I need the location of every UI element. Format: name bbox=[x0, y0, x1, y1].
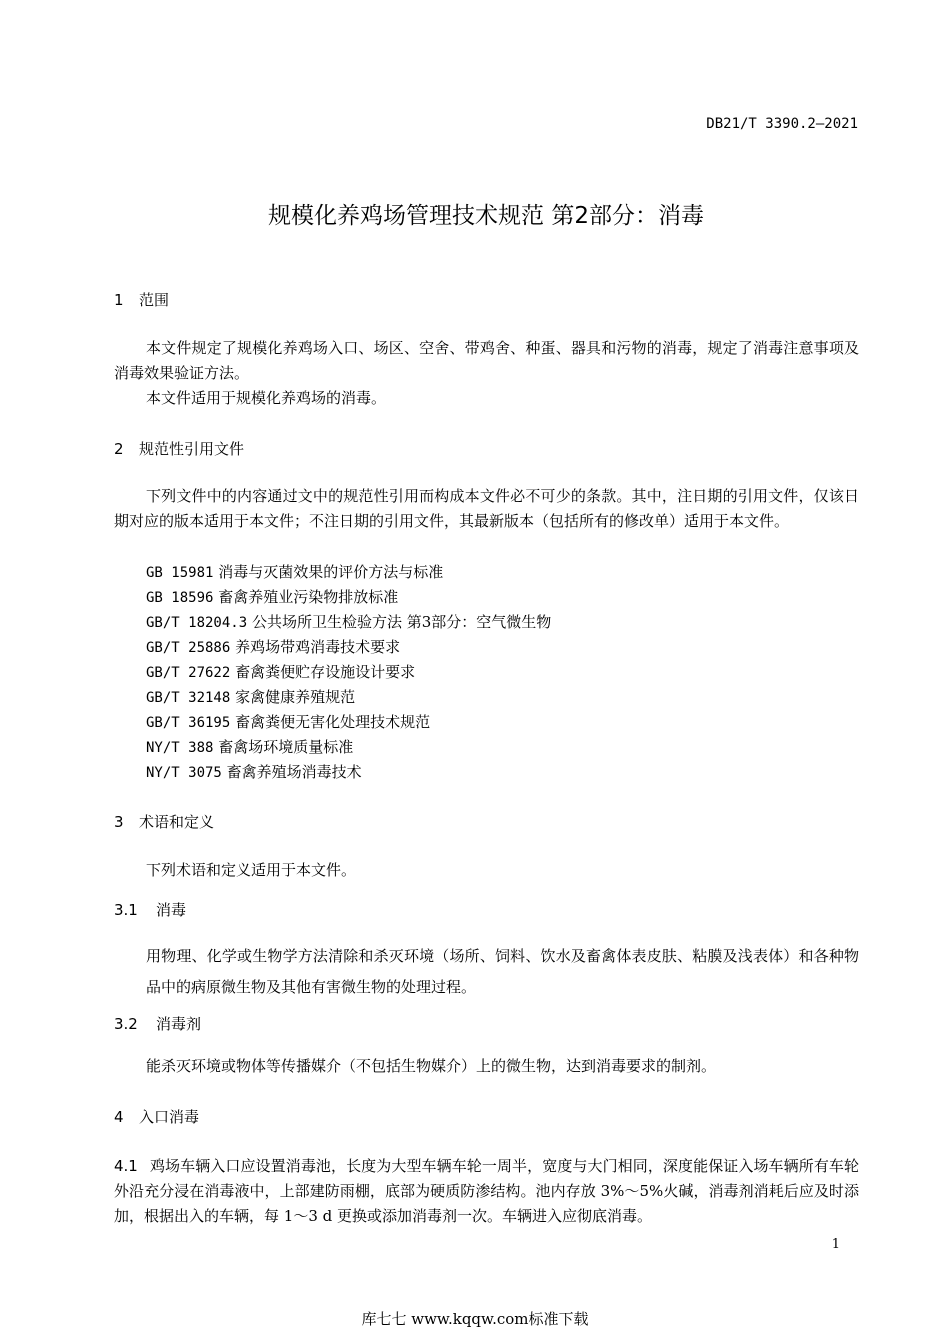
term-number: 3.2 bbox=[114, 1015, 138, 1033]
section-1-heading bbox=[114, 289, 169, 310]
reference-item bbox=[146, 636, 400, 657]
reference-title: 畜禽养殖业污染物排放标准 bbox=[218, 588, 399, 606]
term-3-2-definition: 能杀灭环境或物体等传播媒介（不包括生物媒介）上的微生物，达到消毒要求的制剂。 bbox=[146, 1057, 717, 1075]
section-number: 4 bbox=[114, 1108, 124, 1126]
reference-title: 畜禽场环境质量标准 bbox=[218, 738, 354, 756]
reference-title: 消毒与灭菌效果的评价方法与标准 bbox=[218, 563, 444, 581]
clause-number: 4.1 bbox=[114, 1157, 138, 1175]
term-name: 消毒剂 bbox=[156, 1015, 202, 1033]
section-1-paragraph-1: 本文件规定了规模化养鸡场入口、场区、空舍、带鸡舍、种蛋、器具和污物的消毒，规定了消毒注意事项及消毒效果验证方法。 bbox=[114, 339, 859, 382]
section-title: 规范性引用文件 bbox=[139, 440, 245, 458]
reference-code: GB/T 27622 bbox=[146, 665, 231, 681]
reference-item bbox=[146, 761, 362, 782]
reference-item bbox=[146, 711, 430, 732]
term-name: 消毒 bbox=[156, 901, 187, 919]
reference-code: GB/T 32148 bbox=[146, 690, 231, 706]
section-title: 术语和定义 bbox=[139, 813, 215, 831]
reference-item bbox=[146, 686, 355, 707]
section-number: 3 bbox=[114, 813, 124, 831]
reference-title: 畜禽粪便无害化处理技术规范 bbox=[235, 713, 431, 731]
standard-number: DB21/T 3390.2—2021 bbox=[706, 116, 858, 132]
section-3-heading bbox=[114, 811, 214, 832]
section-title: 入口消毒 bbox=[139, 1108, 200, 1126]
section-number: 1 bbox=[114, 291, 124, 309]
reference-item bbox=[146, 661, 415, 682]
reference-code: GB/T 25886 bbox=[146, 640, 231, 656]
reference-title: 畜禽养殖场消毒技术 bbox=[226, 763, 362, 781]
section-3-paragraph-1: 下列术语和定义适用于本文件。 bbox=[146, 861, 357, 879]
reference-item bbox=[146, 586, 398, 607]
section-1-paragraph-2: 本文件适用于规模化养鸡场的消毒。 bbox=[146, 389, 387, 407]
term-3-1-definition: 用物理、化学或生物学方法清除和杀灭环境（场所、饲料、饮水及畜禽体表皮肤、粘膜及浅表体）和各种物品中的病原微生物及其他有害微生物的处理过程。 bbox=[146, 947, 859, 996]
term-3-2-heading bbox=[114, 1013, 201, 1034]
reference-code: NY/T 3075 bbox=[146, 765, 222, 781]
reference-code: GB 18596 bbox=[146, 590, 214, 606]
reference-item bbox=[146, 736, 353, 757]
section-4-heading bbox=[114, 1106, 199, 1127]
section-2-heading bbox=[114, 438, 244, 459]
term-number: 3.1 bbox=[114, 901, 138, 919]
page-number: 1 bbox=[831, 1237, 840, 1252]
reference-code: GB/T 36195 bbox=[146, 715, 231, 731]
term-3-1-heading bbox=[114, 899, 186, 920]
clause-text: 鸡场车辆入口应设置消毒池，长度为大型车辆车轮一周半，宽度与大门相同，深度能保证入场车辆所有车轮外沿充分浸在消毒液中，上部建防雨棚，底部为硬质防渗结构。池内存放 3%～5%火碱，消毒剂消耗后应及时添加，根据出入的车辆，每 1～3 d 更换或添加消毒剂一次。车辆进入应彻底消毒。 bbox=[114, 1157, 859, 1225]
section-number: 2 bbox=[114, 440, 124, 458]
reference-item bbox=[146, 611, 551, 632]
reference-code: NY/T 388 bbox=[146, 740, 214, 756]
reference-code: GB 15981 bbox=[146, 565, 214, 581]
document-title: 规模化养鸡场管理技术规范 第2部分：消毒 bbox=[268, 203, 704, 229]
section-title: 范围 bbox=[139, 291, 170, 309]
reference-title: 家禽健康养殖规范 bbox=[235, 688, 356, 706]
footer-watermark: 库七七 www.kqqw.com标准下载 bbox=[361, 1310, 589, 1328]
reference-item bbox=[146, 561, 443, 582]
clause-4-1 bbox=[114, 1154, 859, 1229]
section-2-paragraph-1: 下列文件中的内容通过文中的规范性引用而构成本文件必不可少的条款。其中，注日期的引用文件，仅该日期对应的版本适用于本文件；不注日期的引用文件，其最新版本（包括所有的修改单）适用于本文件。 bbox=[114, 487, 859, 530]
reference-title: 养鸡场带鸡消毒技术要求 bbox=[235, 638, 401, 656]
reference-code: GB/T 18204.3 bbox=[146, 615, 248, 631]
reference-title: 畜禽粪便贮存设施设计要求 bbox=[235, 663, 416, 681]
reference-title: 公共场所卫生检验方法 第3部分：空气微生物 bbox=[251, 613, 552, 631]
